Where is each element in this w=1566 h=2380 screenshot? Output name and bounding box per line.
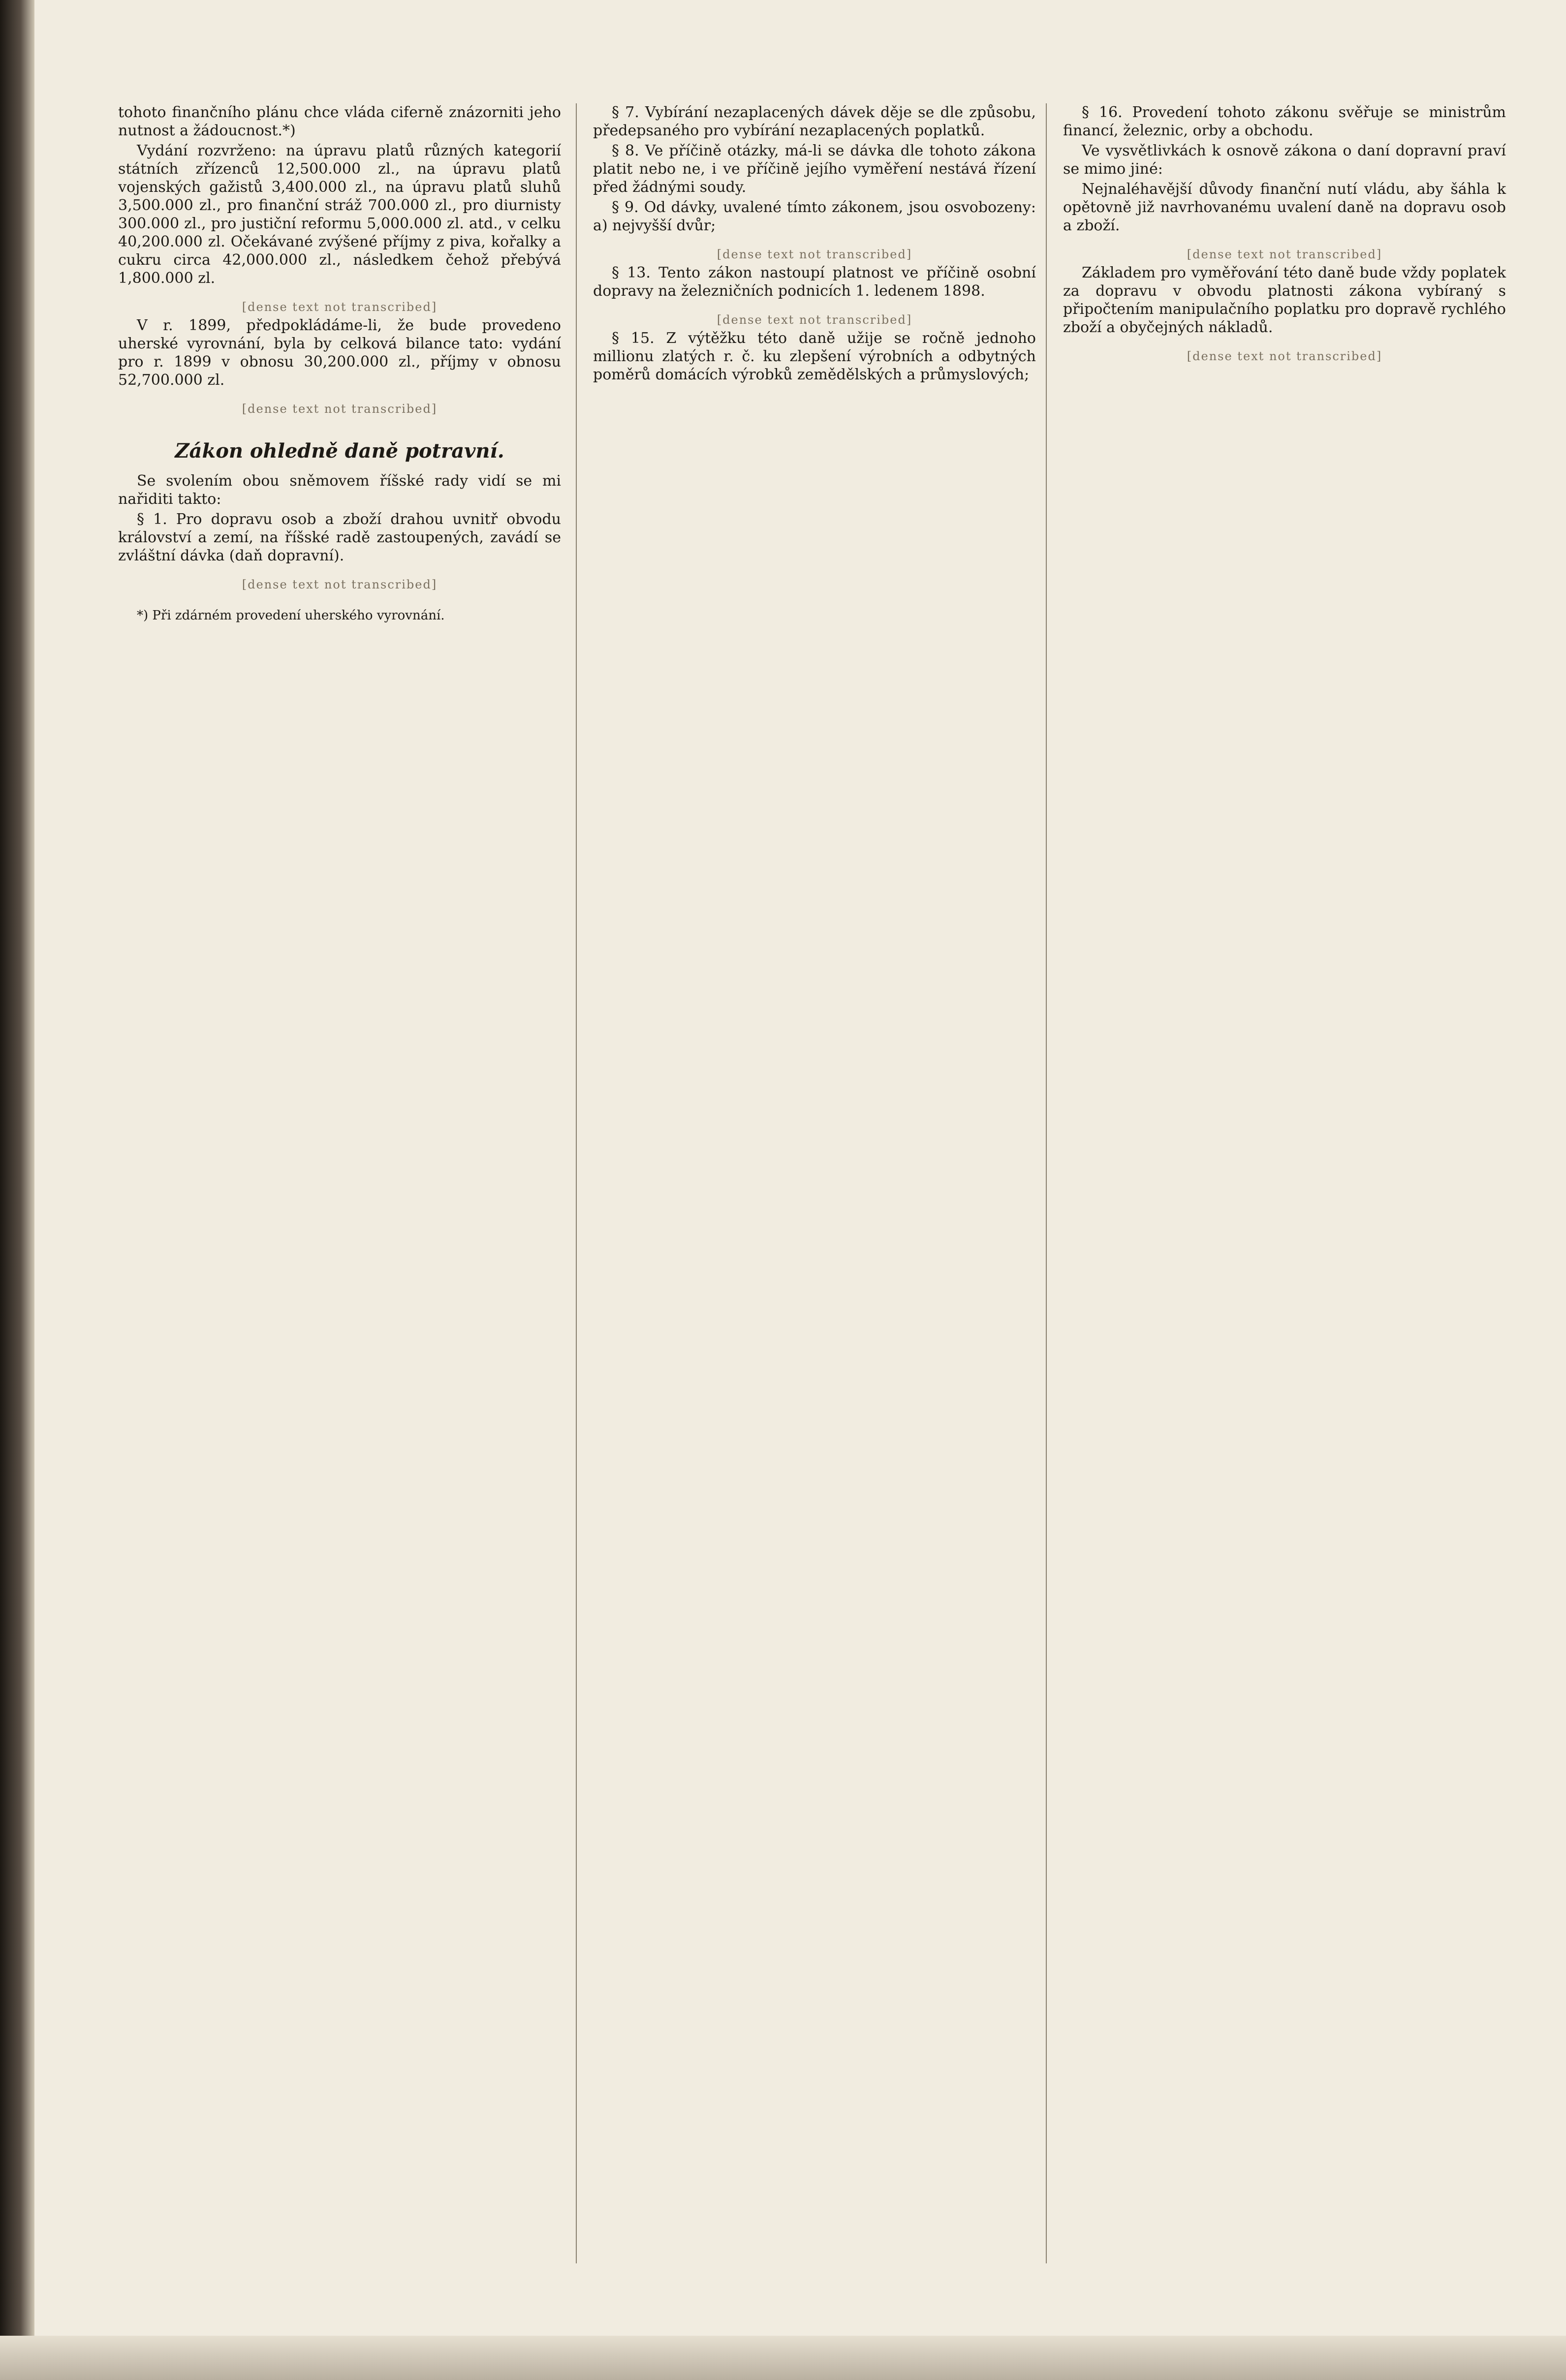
column-rule bbox=[1046, 103, 1047, 2263]
omitted-text-note: [dense text not transcribed] bbox=[242, 300, 438, 314]
paragraph: § 16. Provedení tohoto zákonu svěřuje se ministrům financí, železnic, orby a obchodu. bbox=[1063, 104, 1506, 139]
paragraph: § 8. Ve příčině otázky, má-li se dávka dle tohoto zákona platit nebo ne, i ve příčině jejího vyměření nestává řízení před žádnými soudy. bbox=[593, 142, 1036, 196]
paragraph: Vydání rozvrženo: na úpravu platů různých kategorií státních zřízenců 12,500.000 zl., na úpravu platů vojenských gažistů 3,400.000 zl., na úpravu platů sluhů 3,500.000 zl., pro finanční stráž 700.000 zl., pro diurnisty 300.000 zl., pro justiční reformu 5,000.000 zl. atd., v celku 40,200.000 zl. Očekávané zvýšené příjmy z piva, kořalky a cukru circa 42,000.000 zl., následkem čehož přebývá 1,800.000 zl. bbox=[118, 142, 561, 287]
column-right bbox=[1063, 103, 1506, 366]
omitted-text-note: [dense text not transcribed] bbox=[1187, 349, 1382, 363]
paragraph: Nejnaléhavější důvody finanční nutí vládu, aby šáhla k opětovně již navrhovanému uvalení daně na dopravu osob a zboží. bbox=[1063, 181, 1506, 234]
paragraph: V r. 1899, předpokládáme-li, že bude provedeno uherské vyrovnání, byla by celková bilance tato: vydání pro r. 1899 v obnosu 30,200.000 zl., příjmy v obnosu 52,700.000 zl. bbox=[118, 317, 561, 389]
column-rule bbox=[576, 103, 577, 2263]
omitted-text-note: [dense text not transcribed] bbox=[242, 578, 438, 591]
omitted-text-note: [dense text not transcribed] bbox=[1187, 247, 1382, 261]
paragraph: § 7. Vybírání nezaplacených dávek děje se dle způsobu, předepsaného pro vybírání nezaplacených poplatků. bbox=[593, 104, 1036, 139]
paragraph: § 15. Z výtěžku této daně užije se ročně jednoho millionu zlatých r. č. ku zlepšení výrobních a odbytných poměrů domácích výrobků zemědělských a průmyslových; bbox=[593, 330, 1036, 383]
omitted-text-note: [dense text not transcribed] bbox=[242, 402, 438, 416]
paragraph: § 9. Od dávky, uvalené tímto zákonem, jsou osvobozeny: a) nejvyšší dvůr; bbox=[593, 199, 1036, 234]
paragraph: tohoto finančního plánu chce vláda ciferně znázorniti jeho nutnost a žádoucnost.*) bbox=[118, 104, 561, 139]
paragraph: Ve vysvětlivkách k osnově zákona o daní dopravní praví se mimo jiné: bbox=[1063, 142, 1506, 178]
paragraph: Se svolením obou sněmovem říšské rady vidí se mi nařiditi takto: bbox=[118, 472, 561, 508]
omitted-text-note: [dense text not transcribed] bbox=[717, 313, 912, 327]
paragraph: § 1. Pro dopravu osob a zboží drahou uvnitř obvodu království a zemí, na říšské radě zastoupených, zavádí se zvláštní dávka (daň dopravní). bbox=[118, 511, 561, 564]
page-bottom-edge bbox=[0, 2336, 1566, 2380]
column-left bbox=[118, 103, 561, 625]
column-middle bbox=[593, 103, 1036, 386]
page-binding-edge bbox=[0, 0, 34, 2380]
paragraph: Základem pro vyměřování této daně bude vždy poplatek za dopravu v obvodu platnosti zákona vybíraný s připočtením manipulačního poplatku pro dopravě rychlého zboží a obyčejných nákladů. bbox=[1063, 264, 1506, 336]
footnote: *) Při zdárném provedení uherského vyrovnání. bbox=[137, 608, 445, 623]
paragraph: § 13. Tento zákon nastoupí platnost ve příčině osobní dopravy na železničních podnicích 1. ledenem 1898. bbox=[593, 264, 1036, 300]
section-heading: Zákon ohledně daně potravní. bbox=[175, 439, 504, 463]
omitted-text-note: [dense text not transcribed] bbox=[717, 247, 912, 261]
